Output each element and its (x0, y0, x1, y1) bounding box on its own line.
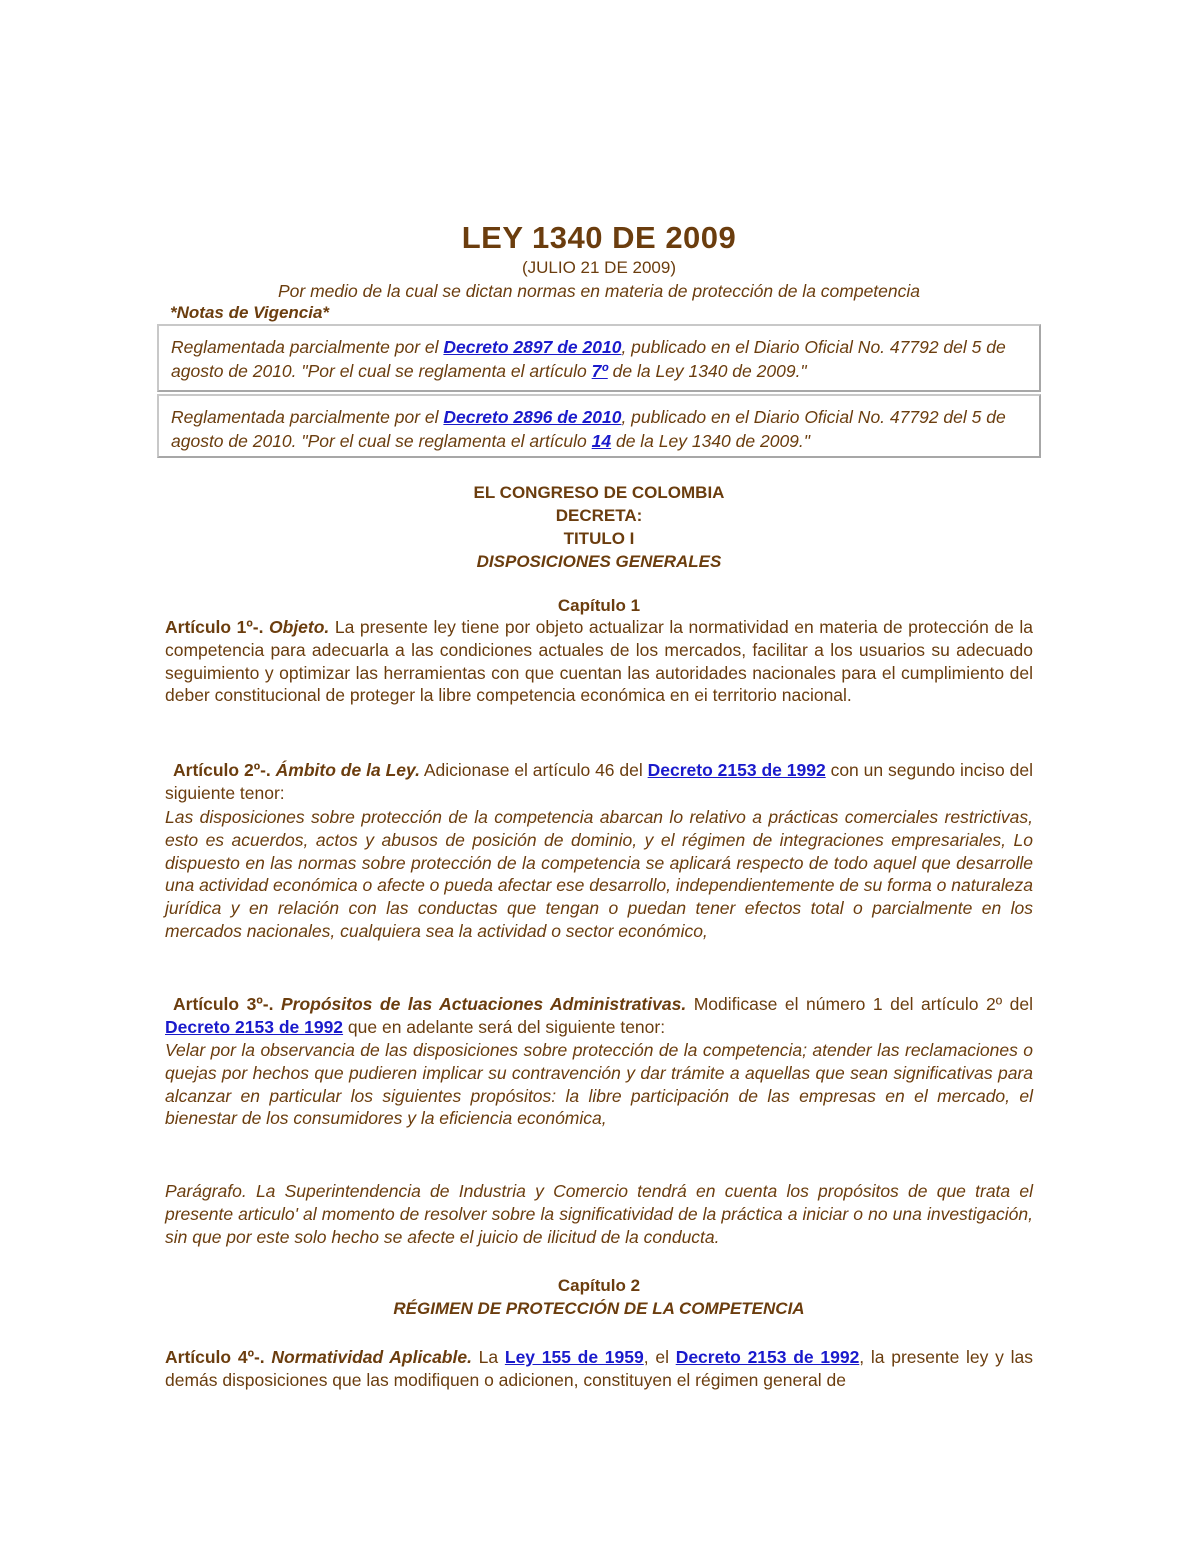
articulo-7-link[interactable]: 7º (591, 361, 608, 381)
articulo-2: Artículo 2º-. Ámbito de la Ley. Adicionase el artículo 46 del Decreto 2153 de 1992 con un segundo inciso del siguiente tenor: (165, 760, 1033, 803)
decreto-2153-link-art2[interactable]: Decreto 2153 de 1992 (647, 760, 826, 780)
vigencia-note-1: Reglamentada parcialmente por el Decreto 2897 de 2010, publicado en el Diario Oficial No. 47792 del 5 de agosto de 2010. "Por el cual se reglamenta el artículo 7º de la Ley 1340 de 2009." (157, 324, 1041, 392)
capitulo-1-heading: Capítulo 1 (557, 596, 641, 615)
vigencia-note-2: Reglamentada parcialmente por el Decreto 2896 de 2010, publicado en el Diario Oficial No. 47792 del 5 de agosto de 2010. "Por el cual se reglamenta el artículo 14 de la Ley 1340 de 2009." (157, 394, 1041, 458)
notas-vigencia-label: *Notas de Vigencia* (170, 303, 330, 322)
articulo-3-paragrafo: Parágrafo. La Superintendencia de Industria y Comercio tendrá en cuenta los propósitos de que trata el presente articulo' al momento de resolver sobre la significatividad de la práctica a iniciar o no una investigación, sin que por este solo hecho se afecte el juicio de ilicitud de la conducta. (165, 1181, 1033, 1247)
ley-155-link[interactable]: Ley 155 de 1959 (504, 1347, 644, 1367)
articulo-3: Artículo 3º-. Propósitos de las Actuaciones Administrativas. Modificase el número 1 del artículo 2º del Decreto 2153 de 1992 que en adelante será del siguiente tenor: (165, 994, 1033, 1037)
decreto-2153-link-art3[interactable]: Decreto 2153 de 1992 (165, 1016, 344, 1037)
congreso-heading: EL CONGRESO DE COLOMBIA (473, 483, 725, 502)
law-date: (JULIO 21 DE 2009) (521, 258, 676, 277)
decree-heading (165, 481, 1033, 573)
law-title: LEY 1340 DE 2009 (461, 220, 737, 255)
articulo-14-link[interactable]: 14 (591, 431, 612, 451)
decreto-2153-link-art4[interactable]: Decreto 2153 de 1992 (675, 1347, 860, 1367)
capitulo-2-heading: Capítulo 2 RÉGIMEN DE PROTECCIÓN DE LA COMPETENCIA (165, 1274, 1033, 1320)
decreta-heading: DECRETA: (555, 506, 643, 525)
articulo-4: Artículo 4º-. Normatividad Aplicable. La Ley 155 de 1959, el Decreto 2153 de 1992, la presente ley y las demás disposiciones que las modifiquen o adicionen, constituyen el régimen general de (165, 1347, 1033, 1390)
decreto-2897-link[interactable]: Decreto 2897 de 2010 (443, 337, 622, 357)
titulo-name: DISPOSICIONES GENERALES (476, 552, 722, 571)
law-subtitle: Por medio de la cual se dictan normas en materia de protección de la competencia (277, 281, 921, 301)
decreto-2896-link[interactable]: Decreto 2896 de 2010 (443, 407, 622, 427)
articulo-3-quote: Velar por la observancia de las disposiciones sobre protección de la competencia; atender las reclamaciones o quejas por hechos que pudieren implicar su contravención y dar trámite a aquellas que sean significativas para alcanzar en particular los siguientes propósitos: la libre participación de las empresas en el mercado, el bienestar de los consumidores y la eficiencia económica, (165, 1040, 1033, 1129)
articulo-1: Artículo 1º-. Objeto. La presente ley tiene por objeto actualizar la normatividad en materia de protección de la competencia para adecuarla a las condiciones actuales de los mercados, facilitar a los usuarios su adecuado seguimiento y optimizar las herramientas con que cuentan las autoridades nacionales para el cumplimiento del deber constitucional de proteger la libre competencia económica en ei territorio nacional. (165, 617, 1033, 706)
titulo-heading: TITULO I (563, 529, 635, 548)
capitulo-2-name: RÉGIMEN DE PROTECCIÓN DE LA COMPETENCIA (393, 1299, 805, 1318)
articulo-2-quote: Las disposiciones sobre protección de la competencia abarcan lo relativo a prácticas comerciales restrictivas, esto es acuerdos, actos y abusos de posición de dominio, y el régimen de integraciones empresariales, Lo dispuesto en las normas sobre protección de la competencia se aplicará respecto de todo aquel que desarrolle una actividad económica o afecte o pueda afectar ese desarrollo, independientemente de su forma o naturaleza jurídica y en relación con las conductas que tengan o puedan tener efectos total o parcialmente en los mercados nacionales, cualquiera sea la actividad o sector económico, (165, 807, 1033, 941)
